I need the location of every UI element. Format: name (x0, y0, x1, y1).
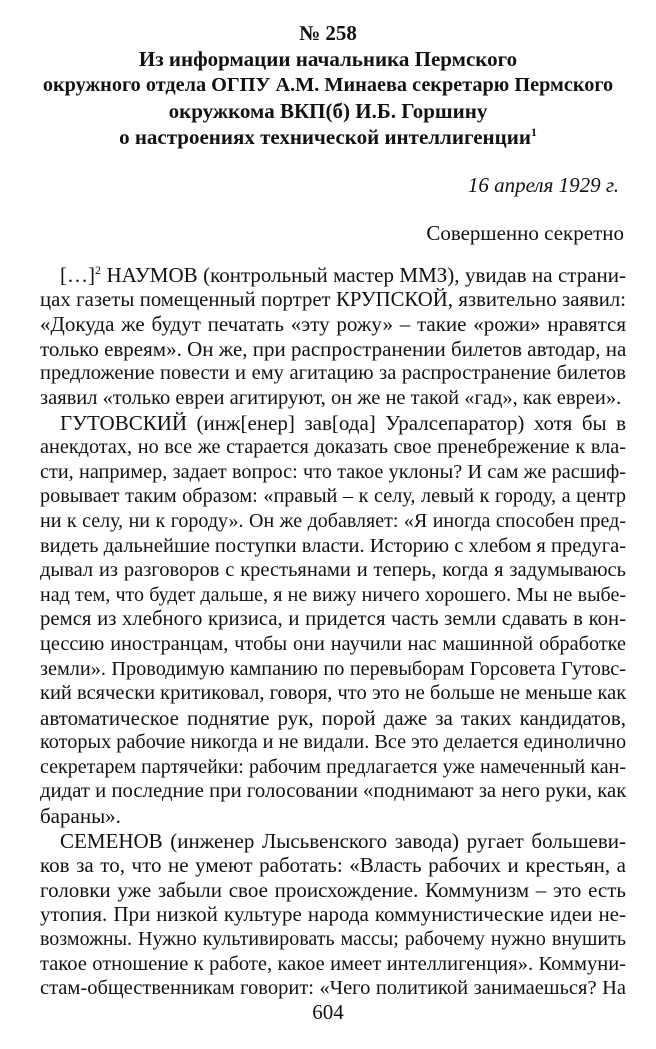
text-line: стам-общественникам говорит: «Чего политикой занимаешься? На (40, 977, 626, 1000)
text-line: дидат и последние при голосовании «поднимают за него руки, как (40, 780, 627, 803)
text-line: возможны. Нужно культивировать массы; рабочему нужно внушить (40, 928, 626, 951)
omission-marker: […] (60, 263, 95, 287)
paragraph-footnote-marker: 2 (95, 263, 101, 277)
text-line (40, 263, 626, 288)
text-line-content: НАУМОВ (контрольный мастер ММЗ), увидав на страни- (106, 263, 626, 287)
text-line: сти, например, задает вопрос: что такое уклоны? И сам же расшиф- (40, 460, 626, 483)
text-line: «Докуда же будут печатать «эту рожу» – такие «рожи» нравятся (40, 312, 626, 337)
text-line: ков за то, что не умеют работать: «Власть рабочих и крестьян, а (40, 853, 626, 878)
title-line-text: о настроениях технической интеллигенции (119, 125, 531, 149)
title-line (40, 124, 616, 150)
title-line: окружного отдела ОГПУ А.М. Минаева секретарю Пермского (42, 74, 614, 96)
text-line: анекдотах, но все же старается доказать свое пренебрежение к вла- (40, 436, 626, 459)
text-line: дывал из разговоров с крестьянами и теперь, когда я задумываюсь (40, 559, 626, 582)
text-line: которых рабочие никогда и не видали. Все это делается единолично (40, 731, 627, 754)
document-header (40, 20, 616, 150)
text-line: цессию иностранцам, чтобы они научили нас машинной обработке (40, 632, 626, 655)
text-line: кий всячески критиковал, говоря, что это не больше не меньше как (40, 682, 627, 705)
classification-label: Совершенно секретно (426, 221, 624, 245)
text-line: предложение повести и ему агитацию за распространение билетов (40, 362, 626, 385)
text-line: секретарем партячейки: рабочим предлагается уже намеченный кан- (40, 755, 626, 778)
title-line: Из информации начальника Пермского (138, 47, 518, 71)
text-line: такое отношение к работе, какое имеет интеллигенция». Коммуни- (40, 952, 626, 975)
text-line: автоматическое поднятие рук, порой даже за таких кандидатов, (40, 705, 626, 730)
text-line: утопия. При низкой культуре народа коммунистические идеи не- (40, 902, 626, 927)
text-line: ни к селу, ни к городу». Он же добавляет: «Я иногда способен пред- (40, 509, 626, 532)
text-line: цах газеты помещенный портрет КРУПСКОЙ, язвительно заявил: (40, 288, 626, 311)
document-number: № 258 (299, 21, 357, 45)
document-body (40, 263, 626, 1001)
text-line: видеть дальнейшие поступки власти. Историю с хлебом я предуга- (40, 534, 627, 557)
text-line: ровывает таким образом: «правый – к селу, левый к городу, а центр (40, 485, 626, 508)
document-date: 16 апреля 1929 г. (467, 173, 619, 197)
text-line: над тем, что будет дальше, я не вижу ничего хорошего. Мы не выбе- (40, 583, 626, 606)
page-number: 604 (312, 1000, 344, 1024)
text-line: ГУТОВСКИЙ (инж[енер] зав[ода] Уралсепаратор) хотя бы в (60, 410, 626, 435)
text-line: бараны». (40, 804, 121, 829)
text-line: только евреям». Он же, при распространении билетов автодар, на (40, 336, 627, 361)
title-footnote-marker: 1 (530, 125, 537, 139)
text-line: ремся из хлебного кризиса, и придется часть земли сдавать в кон- (40, 608, 626, 631)
title-line: окружкома ВКП(б) И.Б. Горшину (168, 99, 488, 123)
text-line: СЕМЕНОВ (инженер Лысьвенского завода) ругает большеви- (60, 828, 626, 853)
text-line: земли». Проводимую кампанию по перевыборам Горсовета Гутовс- (40, 657, 626, 680)
text-line: головки уже забыли свое происхождение. Коммунизм – это есть (40, 877, 626, 902)
text-line: заявил «только евреи агитируют, он же не такой «гад», как евреи». (40, 386, 622, 409)
